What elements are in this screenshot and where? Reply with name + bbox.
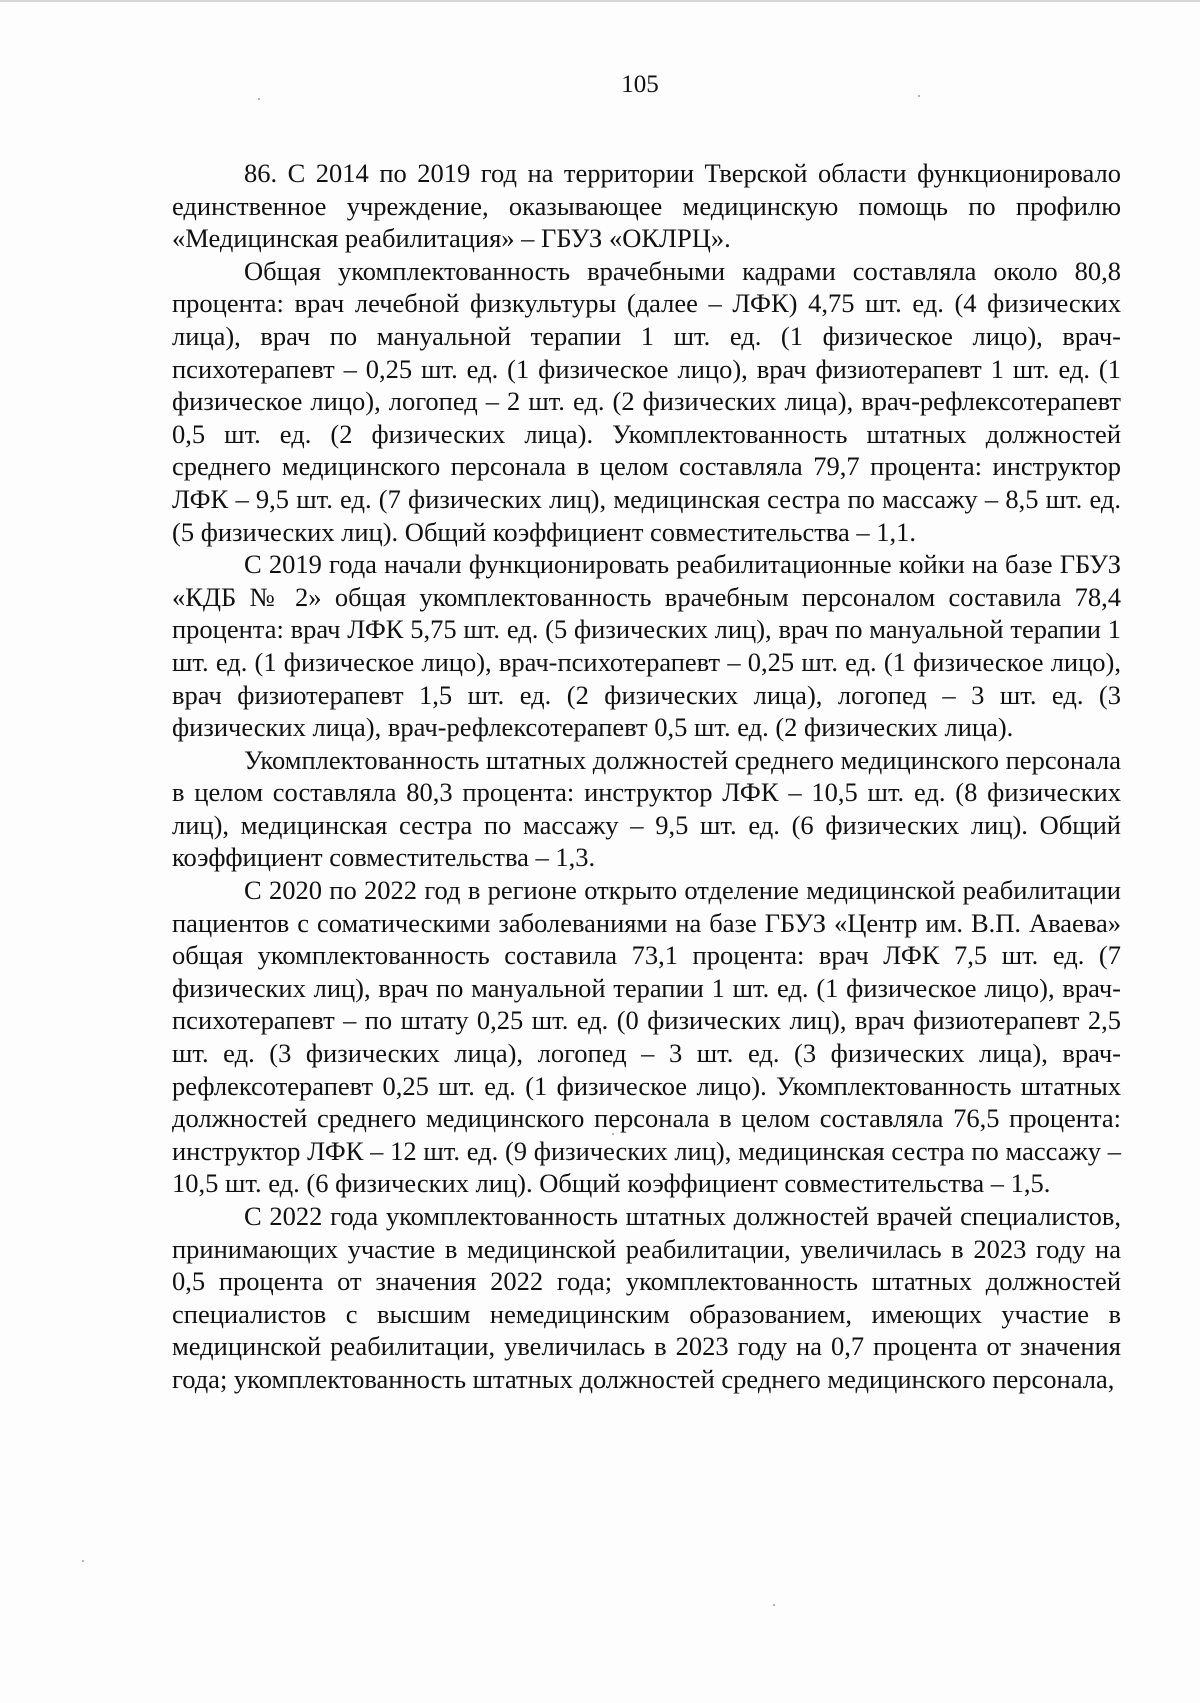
paragraph-nursing-staff: Укомплектованность штатных должностей среднего медицинского персонала в целом составляла 80,3 процента: инструктор ЛФК – 10,5 шт. ед. (8 физических лиц), медицинская сестра по массажу – 9,5 шт. ед. (6 физических лиц). Общий коэффициент совместительства – 1,3. <box>172 744 1121 873</box>
paragraph-staffing-oklrc: Общая укомплектованность врачебными кадрами составляла около 80,8 процента: врач лечебной физкультуры (далее – ЛФК) 4,75 шт. ед. (4 физических лица), врач по мануальной терапии 1 шт. ед. (1 физическое лицо), врач-психотерапевт – 0,25 шт. ед. (1 физическое лицо), врач физиотерапевт 1 шт. ед. (1 физическое лицо), логопед – 2 шт. ед. (2 физических лица), врач-рефлексотерапевт 0,5 шт. ед. (2 физических лица). Укомплектованность штатных должностей среднего медицинского персонала в целом составляла 79,7 процента: инструктор ЛФК – 9,5 шт. ед. (7 физических лиц), медицинская сестра по массажу – 8,5 шт. ед. (5 физических лиц). Общий коэффициент совместительства – 1,1. <box>172 255 1121 547</box>
scan-speck <box>258 98 260 100</box>
scan-speck <box>773 1604 775 1606</box>
paragraph-86: 86. С 2014 по 2019 год на территории Тверской области функционировало единственное учреждение, оказывающее медицинскую помощь по профилю «Медицинская реабилитация» – ГБУЗ «ОКЛРЦ». <box>172 158 1121 254</box>
paragraph-kdb-2: С 2019 года начали функционировать реабилитационные койки на базе ГБУЗ «КДБ № 2» общая укомплектованность врачебным персоналом составила 78,4 процента: врач ЛФК 5,75 шт. ед. (5 физических лиц), врач по мануальной терапии 1 шт. ед. (1 физическое лицо), врач-психотерапевт – 0,25 шт. ед. (1 физическое лицо), врач физиотерапевт 1,5 шт. ед. (2 физических лица), логопед – 3 шт. ед. (3 физических лица), врач-рефлексотерапевт 0,5 шт. ед. (2 физических лица). <box>172 549 1121 743</box>
scan-speck <box>82 1560 84 1562</box>
scan-speck <box>612 1133 614 1135</box>
page-top-edge <box>0 0 1200 2</box>
page-number: 105 <box>621 71 659 98</box>
document-body <box>172 157 1121 1396</box>
scan-speck <box>918 95 920 97</box>
paragraph-avaev-center: С 2020 по 2022 год в регионе открыто отделение медицинской реабилитации пациентов с соматическими заболеваниями на базе ГБУЗ «Центр им. В.П. Аваева» общая укомплектованность составила 73,1 процента: врач ЛФК 7,5 шт. ед. (7 физических лиц), врач по мануальной терапии 1 шт. ед. (1 физическое лицо), врач-психотерапевт – по штату 0,25 шт. ед. (0 физических лиц), врач физиотерапевт 2,5 шт. ед. (3 физических лица), логопед – 3 шт. ед. (3 физических лица), врач-рефлексотерапевт 0,25 шт. ед. (1 физическое лицо). Укомплектованность штатных должностей среднего медицинского персонала в целом составляла 76,5 процента: инструктор ЛФК – 12 шт. ед. (9 физических лиц), медицинская сестра по массажу – 10,5 шт. ед. (6 физических лиц). Общий коэффициент совместительства – 1,5. <box>172 875 1121 1199</box>
paragraph-2022-staffing: С 2022 года укомплектованность штатных должностей врачей специалистов, принимающих участие в медицинской реабилитации, увеличилась в 2023 году на 0,5 процента от значения 2022 года; укомплектованность штатных должностей специалистов с высшим немедицинским образованием, имеющих участие в медицинской реабилитации, увеличилась в 2023 году на 0,7 процента от значения года; укомплектованность штатных должностей среднего медицинского персонала, <box>172 1201 1121 1394</box>
